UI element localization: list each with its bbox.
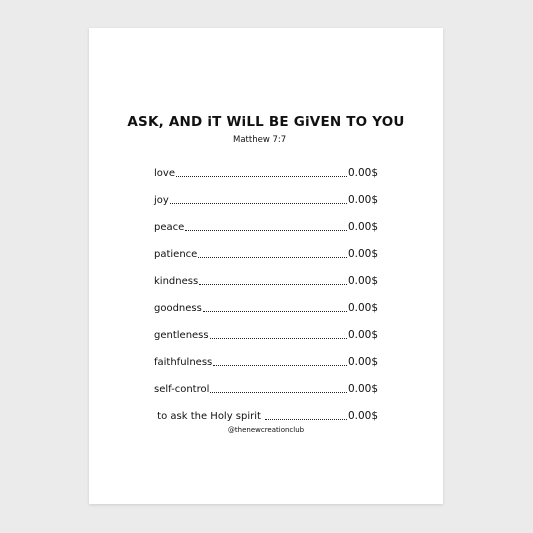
item-label: goodness bbox=[154, 303, 202, 314]
item-price: 0.00$ bbox=[347, 383, 378, 395]
verse-reference: Matthew 7:7 bbox=[233, 135, 287, 145]
list-item bbox=[154, 183, 378, 210]
list-item bbox=[154, 264, 378, 291]
item-label: kindness bbox=[154, 276, 199, 287]
poster-sheet bbox=[89, 28, 443, 504]
item-label: self-control bbox=[154, 384, 210, 395]
dotted-leader bbox=[199, 284, 347, 285]
list-item bbox=[154, 372, 378, 399]
item-price: 0.00$ bbox=[347, 356, 378, 368]
list-item bbox=[154, 399, 378, 426]
item-label: patience bbox=[154, 249, 198, 260]
dotted-leader bbox=[203, 311, 347, 312]
item-price: 0.00$ bbox=[347, 167, 378, 179]
item-price: 0.00$ bbox=[347, 194, 378, 206]
list-item bbox=[154, 237, 378, 264]
item-label: faithfulness bbox=[154, 357, 213, 368]
item-price: 0.00$ bbox=[347, 329, 378, 341]
dotted-leader bbox=[198, 257, 347, 258]
dotted-leader bbox=[265, 419, 347, 420]
dotted-leader bbox=[210, 338, 347, 339]
list-item bbox=[154, 291, 378, 318]
dotted-leader bbox=[170, 203, 347, 204]
item-label: joy bbox=[154, 195, 169, 206]
dotted-leader bbox=[185, 230, 347, 231]
list-item bbox=[154, 345, 378, 372]
item-label: to ask the Holy spirit bbox=[154, 411, 265, 422]
dotted-leader bbox=[176, 176, 347, 177]
item-label: love bbox=[154, 168, 175, 179]
item-price: 0.00$ bbox=[347, 221, 378, 233]
item-price: 0.00$ bbox=[347, 302, 378, 314]
item-label: gentleness bbox=[154, 330, 209, 341]
item-price: 0.00$ bbox=[347, 275, 378, 287]
poster-title: ASK, AND iT WiLL BE GiVEN TO YOU bbox=[127, 114, 405, 130]
item-price: 0.00$ bbox=[347, 248, 378, 260]
item-price: 0.00$ bbox=[347, 410, 378, 422]
item-label: peace bbox=[154, 222, 185, 233]
dotted-leader bbox=[213, 365, 347, 366]
list-item bbox=[154, 156, 378, 183]
dotted-leader bbox=[210, 392, 347, 393]
social-handle: @thenewcreationclub bbox=[227, 426, 305, 434]
price-list bbox=[154, 156, 378, 426]
list-item bbox=[154, 210, 378, 237]
list-item bbox=[154, 318, 378, 345]
